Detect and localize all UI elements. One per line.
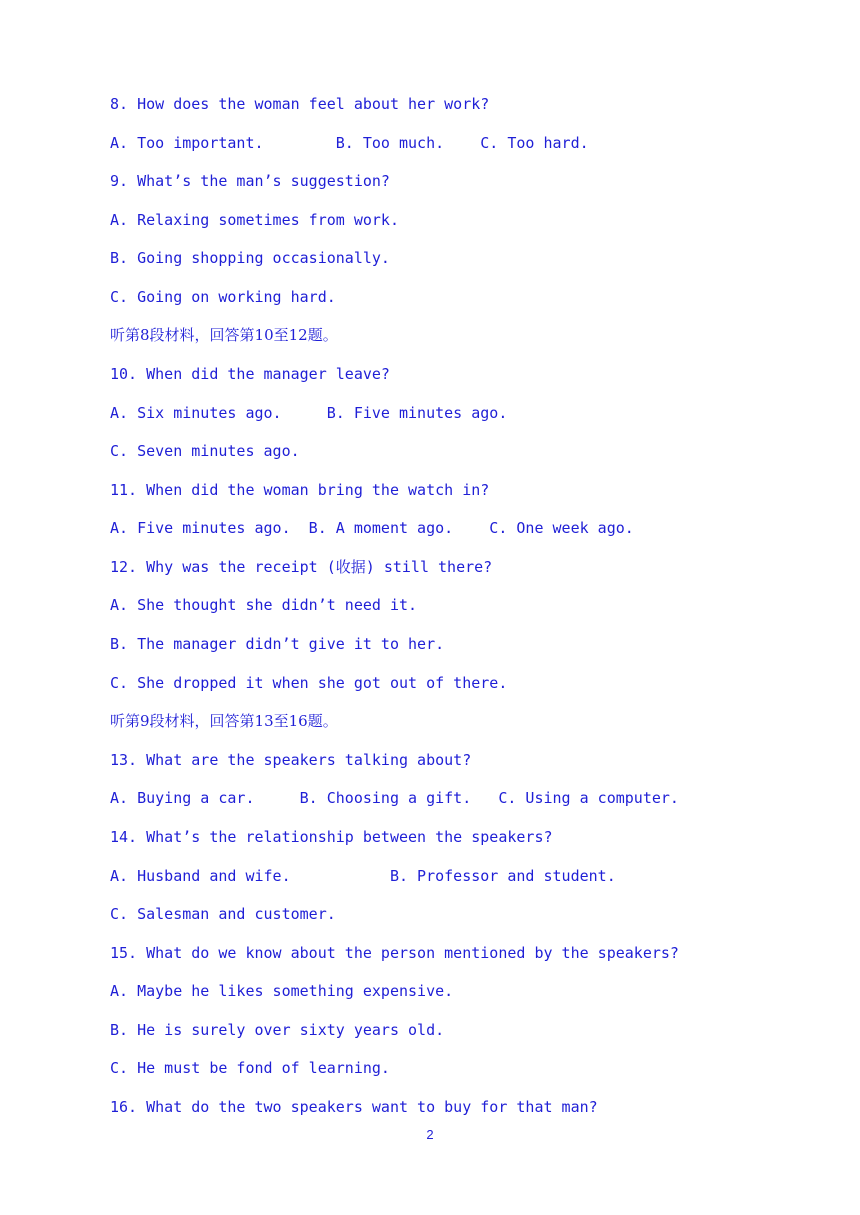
question-15-option-b: B. He is surely over sixty years old.: [110, 1021, 445, 1039]
question-11-options: A. Five minutes ago. B. A moment ago. C. One week ago.: [110, 519, 634, 537]
question-9-option-a: A. Relaxing sometimes from work.: [110, 211, 399, 229]
question-14-options-ab: A. Husband and wife. B. Professor and student.: [110, 867, 616, 885]
question-8-options: A. Too important. B. Too much. C. Too hard.: [110, 134, 589, 152]
question-12-option-b: B. The manager didn’t give it to her.: [110, 635, 445, 653]
question-10: 10. When did the manager leave?: [110, 365, 390, 383]
question-10-options-ab: A. Six minutes ago. B. Five minutes ago.: [110, 404, 508, 422]
question-9-option-c: C. Going on working hard.: [110, 288, 336, 306]
page-number: 2: [426, 1127, 434, 1142]
question-16: 16. What do the two speakers want to buy for that man?: [110, 1098, 598, 1116]
question-15-option-c: C. He must be fond of learning.: [110, 1059, 390, 1077]
question-9: 9. What’s the man’s suggestion?: [110, 172, 390, 190]
question-12-option-c: C. She dropped it when she got out of there.: [110, 674, 508, 692]
question-8: 8. How does the woman feel about her work?: [110, 95, 490, 113]
question-15: 15. What do we know about the person mentioned by the speakers?: [110, 944, 679, 962]
section-heading-8: 听第8段材料，回答第10至12题。: [110, 326, 338, 344]
question-10-option-c: C. Seven minutes ago.: [110, 442, 300, 460]
question-13-options: A. Buying a car. B. Choosing a gift. C. Using a computer.: [110, 789, 679, 807]
question-12: 12. Why was the receipt (收据) still there?: [110, 558, 493, 576]
question-11: 11. When did the woman bring the watch in?: [110, 481, 490, 499]
question-15-option-a: A. Maybe he likes something expensive.: [110, 982, 454, 1000]
question-13: 13. What are the speakers talking about?: [110, 751, 472, 769]
question-14: 14. What’s the relationship between the speakers?: [110, 828, 553, 846]
question-14-option-c: C. Salesman and customer.: [110, 905, 336, 923]
question-9-option-b: B. Going shopping occasionally.: [110, 249, 390, 267]
question-12-option-a: A. She thought she didn’t need it.: [110, 596, 418, 614]
section-heading-9: 听第9段材料，回答第13至16题。: [110, 712, 338, 730]
